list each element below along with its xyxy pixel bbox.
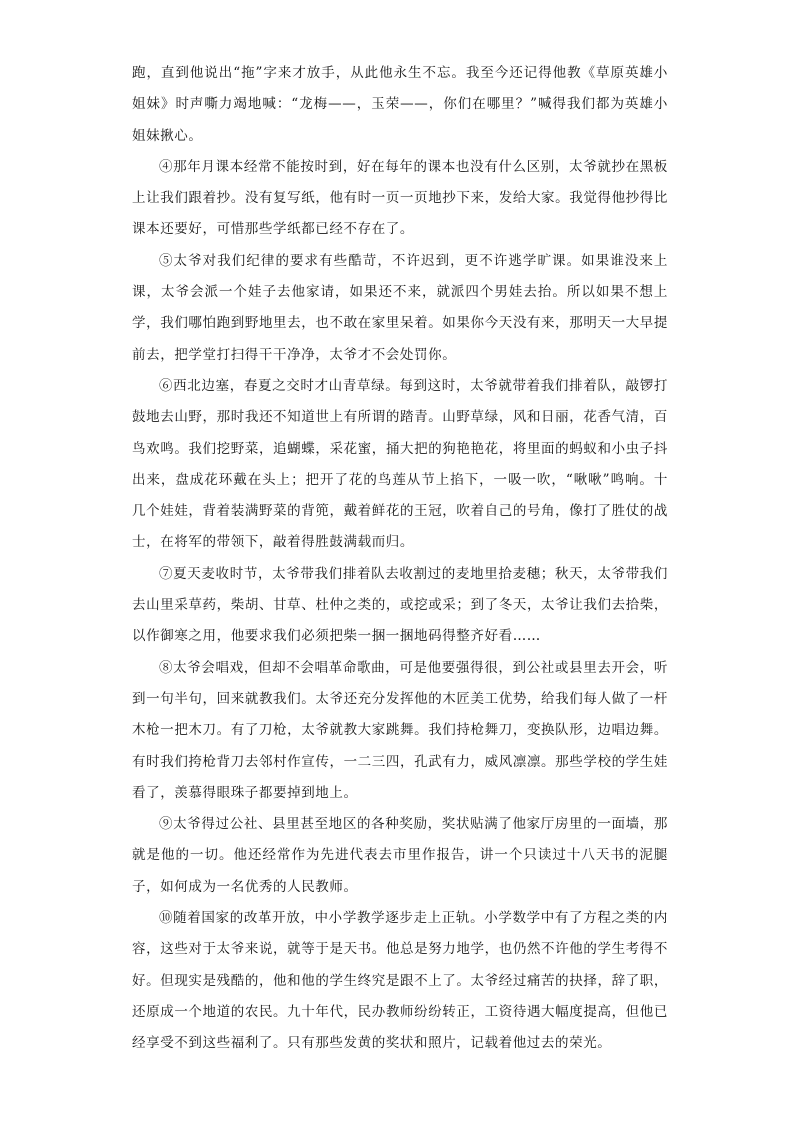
- paragraph-9: ⑨太爷得过公社、县里甚至地区的各种奖励，奖状贴满了他家厅房里的一面墙，那就是他的一切。他还经常作为先进代表去市里作报告，讲一个只读过十八天书的泥腿子，如何成为一名优秀的人民教师。: [132, 816, 668, 895]
- paragraph-7: ⑦夏天麦收时节，太爷带我们排着队去收割过的麦地里拾麦穗；秋天，太爷带我们去山里采草药，柴胡、甘草、杜仲之类的，或挖或采；到了冬天，太爷让我们去拾柴，以作御寒之用，他要求我们必须把柴一捆一捆地码得整齐好看……: [132, 565, 668, 645]
- paragraph-6: ⑥西北边塞，春夏之交时才山青草绿。每到这时，太爷就带着我们排着队，敲锣打鼓地去山野，那时我还不知道世上有所谓的踏青。山野草绿，风和日丽，花香气清，百鸟欢鸣。我们挖野菜，追蝴蝶，采花蜜，捅大把的狗艳艳花，将里面的蚂蚁和小虫子抖出来，盘成花环戴在头上；把开了花的鸟莲从节上掐下，一吸一吹，“啾啾”鸣响。十几个娃娃，背着装满野菜的背篼，戴着鲜花的王冠，吹着自己的号角，像打了胜仗的战士，在将军的带领下，敲着得胜鼓满载而归。: [132, 377, 668, 551]
- paragraph-3-continuation: 跑，直到他说出“拖”字来才放手，从此他永生不忘。我至今还记得他教《草原英雄小姐妹》时声嘶力竭地喊：“龙梅——，玉荣——，你们在哪里？”喊得我们都为英雄小姐妹揪心。: [132, 65, 668, 144]
- paragraph-8: ⑧太爷会唱戏，但却不会唱革命歌曲，可是他要强得很，到公社或县里去开会，听到一句半句，回来就教我们。太爷还充分发挥他的木匠美工优势，给我们每人做了一杆木枪一把木刀。有了刀枪，太爷就教大家跳舞。我们持枪舞刀，变换队形，边唱边舞。有时我们挎枪背刀去邻村作宣传，一二三四，孔武有力，威风凛凛。那些学校的学生娃看了，羡慕得眼珠子都要掉到地上。: [132, 659, 668, 801]
- paragraph-10: ⑩随着国家的改革开放，中小学教学逐步走上正轨。小学数学中有了方程之类的内容，这些对于太爷来说，就等于是天书。他总是努力地学，也仍然不许他的学生考得不好。但现实是残酷的，他和他的学生终究是跟不上了。太爷经过痛苦的抉择，辞了职，还原成一个地道的农民。九十年代，民办教师纷纷转正，工资待遇大幅度提高，但他已经享受不到这些福利了。只有那些发黄的奖状和照片，记载着他过去的荣光。: [132, 910, 668, 1052]
- paragraph-5: ⑤太爷对我们纪律的要求有些酷苛，不许迟到，更不许逃学旷课。如果谁没来上课，太爷会派一个娃子去他家请，如果还不来，就派四个男娃去抬。所以如果不想上学，我们哪怕跑到野地里去，也不敢在家里呆着。如果你今天没有来，那明天一大早提前去，把学堂打扫得干干净净，太爷才不会处罚你。: [132, 252, 668, 363]
- paragraph-4: ④那年月课本经常不能按时到，好在每年的课本也没有什么区别，太爷就抄在黑板上让我们跟着抄。没有复写纸，他有时一页一页地抄下来，发给大家。我觉得他抄得比课本还要好，可惜那些学纸都已经不存在了。: [132, 158, 668, 238]
- article-body: [132, 58, 668, 1060]
